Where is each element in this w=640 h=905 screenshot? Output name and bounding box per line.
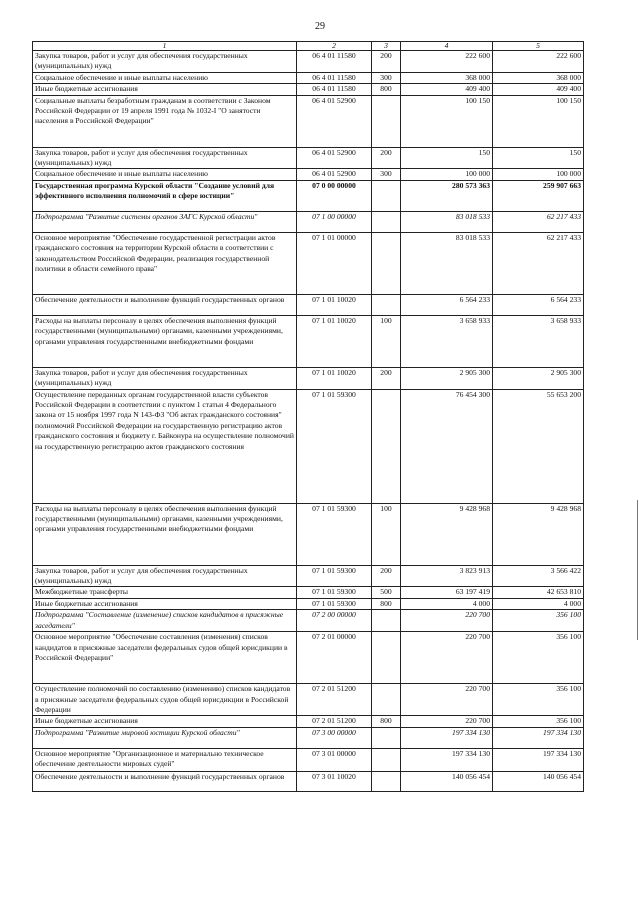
row-amount-2-cell: 55 653 200 — [493, 389, 584, 503]
table-row — [33, 748, 584, 771]
header-col-3: 3 — [372, 42, 401, 51]
row-name-cell: Иные бюджетные ассигнования — [33, 598, 297, 609]
row-code-cell: 07 2 01 51200 — [297, 716, 372, 727]
row-name-cell: Осуществление переданных органам государственной власти субъектов Российской Федерации в соответствии с пунктом 1 статьи 4 Федерального закона от 15 ноября 1997 года N 143-ФЗ "Об актах гражданского состояния" полномочий Российской Федерации на государственную регистрацию актов гражданского состояния и бюджету г. Байконура на осуществление полномочий на государственную регистрацию актов гражданского состояния — [33, 389, 297, 503]
row-amount-2-cell: 100 150 — [493, 95, 584, 147]
row-amount-1-cell: 6 564 233 — [401, 294, 493, 315]
row-code-cell: 06 4 01 11580 — [297, 84, 372, 95]
row-amount-2-cell: 150 — [493, 147, 584, 169]
row-amount-2-cell: 259 907 663 — [493, 180, 584, 211]
row-type-cell: 200 — [372, 147, 401, 169]
row-amount-2-cell: 4 000 — [493, 598, 584, 609]
row-type-cell — [372, 684, 401, 716]
row-code-cell: 06 4 01 52900 — [297, 147, 372, 169]
table-row — [33, 51, 584, 73]
row-name-cell: Основное мероприятие "Организационное и материально техническое обеспечение деятельности мировых судей" — [33, 748, 297, 771]
row-name-cell: Иные бюджетные ассигнования — [33, 84, 297, 95]
row-code-cell: 07 1 01 59300 — [297, 503, 372, 565]
row-name-cell: Обеспечение деятельности и выполнение функций государственных органов — [33, 294, 297, 315]
row-name-cell: Закупка товаров, работ и услуг для обеспечения государственных (муниципальных) нужд — [33, 565, 297, 587]
row-amount-1-cell: 100 150 — [401, 95, 493, 147]
row-type-cell — [372, 748, 401, 771]
row-type-cell — [372, 727, 401, 748]
row-amount-1-cell: 3 658 933 — [401, 315, 493, 367]
row-code-cell: 07 3 01 10020 — [297, 771, 372, 791]
row-type-cell — [372, 232, 401, 294]
row-amount-2-cell: 3 658 933 — [493, 315, 584, 367]
row-amount-2-cell: 9 428 968 — [493, 503, 584, 565]
page-number: 29 — [315, 21, 325, 32]
row-name-cell: Основное мероприятие "Обеспечение составления (изменения) списков кандидатов в присяжные заседатели федеральных судов общей юрисдикции в Российской Федерации" — [33, 632, 297, 684]
table-row — [33, 169, 584, 180]
row-type-cell: 800 — [372, 84, 401, 95]
row-type-cell: 200 — [372, 51, 401, 73]
row-code-cell: 07 1 01 59300 — [297, 389, 372, 503]
row-amount-1-cell: 220 700 — [401, 632, 493, 684]
header-col-4: 4 — [401, 42, 493, 51]
row-type-cell: 300 — [372, 72, 401, 83]
row-type-cell — [372, 180, 401, 211]
row-amount-2-cell: 356 100 — [493, 610, 584, 632]
header-col-2: 2 — [297, 42, 372, 51]
row-name-cell: Осуществление полномочий по составлению (изменению) списков кандидатов в присяжные заседатели федеральных судов общей юрисдикции в Российской Федерации — [33, 684, 297, 716]
table-row — [33, 503, 584, 565]
row-amount-1-cell: 220 700 — [401, 610, 493, 632]
row-name-cell: Закупка товаров, работ и услуг для обеспечения государственных (муниципальных) нужд — [33, 367, 297, 389]
row-type-cell: 300 — [372, 169, 401, 180]
table-row — [33, 598, 584, 609]
row-amount-1-cell: 9 428 968 — [401, 503, 493, 565]
row-amount-2-cell: 222 600 — [493, 51, 584, 73]
row-amount-2-cell: 2 905 300 — [493, 367, 584, 389]
row-amount-1-cell: 280 573 363 — [401, 180, 493, 211]
row-code-cell: 07 1 01 10020 — [297, 367, 372, 389]
header-col-5: 5 — [493, 42, 584, 51]
row-code-cell: 07 2 00 00000 — [297, 610, 372, 632]
table-row — [33, 684, 584, 716]
row-type-cell: 800 — [372, 598, 401, 609]
row-code-cell: 07 3 00 00000 — [297, 727, 372, 748]
row-name-cell: Иные бюджетные ассигнования — [33, 716, 297, 727]
row-amount-2-cell: 409 400 — [493, 84, 584, 95]
row-type-cell: 800 — [372, 716, 401, 727]
row-amount-1-cell: 368 000 — [401, 72, 493, 83]
row-amount-1-cell: 220 700 — [401, 684, 493, 716]
table-row — [33, 565, 584, 587]
table-row — [33, 294, 584, 315]
row-code-cell: 07 1 01 59300 — [297, 565, 372, 587]
row-name-cell: Социальное обеспечение и иные выплаты населению — [33, 169, 297, 180]
row-amount-1-cell: 2 905 300 — [401, 367, 493, 389]
table-row — [33, 716, 584, 727]
row-code-cell: 07 1 00 00000 — [297, 211, 372, 232]
row-amount-2-cell: 356 100 — [493, 684, 584, 716]
row-type-cell: 200 — [372, 565, 401, 587]
row-amount-1-cell: 409 400 — [401, 84, 493, 95]
row-amount-2-cell: 100 000 — [493, 169, 584, 180]
row-code-cell: 07 1 01 10020 — [297, 315, 372, 367]
row-amount-2-cell: 197 334 130 — [493, 727, 584, 748]
row-type-cell — [372, 95, 401, 147]
row-code-cell: 06 4 01 52900 — [297, 95, 372, 147]
row-amount-2-cell: 356 100 — [493, 716, 584, 727]
row-name-cell: Социальные выплаты безработным гражданам в соответствии с Законом Российской Федерации от 19 апреля 1991 года № 1032-I "О занятости населения в Российской Федерации" — [33, 95, 297, 147]
row-type-cell — [372, 771, 401, 791]
row-name-cell: Межбюджетные трансферты — [33, 587, 297, 598]
row-type-cell: 200 — [372, 367, 401, 389]
row-amount-1-cell: 197 334 130 — [401, 748, 493, 771]
table-row — [33, 72, 584, 83]
row-name-cell: Закупка товаров, работ и услуг для обеспечения государственных (муниципальных) нужд — [33, 147, 297, 169]
row-code-cell: 06 4 01 11580 — [297, 72, 372, 83]
row-name-cell: Социальное обеспечение и иные выплаты населению — [33, 72, 297, 83]
row-amount-1-cell: 100 000 — [401, 169, 493, 180]
row-code-cell: 06 4 01 11580 — [297, 51, 372, 73]
row-amount-1-cell: 4 000 — [401, 598, 493, 609]
scan-edge-mark — [637, 500, 638, 640]
table-row — [33, 727, 584, 748]
row-amount-2-cell: 3 566 422 — [493, 565, 584, 587]
row-amount-2-cell: 6 564 233 — [493, 294, 584, 315]
table-row — [33, 367, 584, 389]
row-name-cell: Основное мероприятие "Обеспечение государственной регистрации актов гражданского состояния на территории Курской области в соответствии с законодательством Российской Федерации, реализация государственной политики в области семейного права" — [33, 232, 297, 294]
row-amount-1-cell: 220 700 — [401, 716, 493, 727]
table-row — [33, 771, 584, 791]
table-row — [33, 610, 584, 632]
row-type-cell: 100 — [372, 315, 401, 367]
table-row — [33, 389, 584, 503]
row-name-cell: Расходы на выплаты персоналу в целях обеспечения выполнения функций государственными (муниципальными) органами, казенными учреждениями, органами управления государственными внебюджетными фондами — [33, 503, 297, 565]
row-name-cell: Подпрограмма "Развитие системы органов ЗАГС Курской области" — [33, 211, 297, 232]
row-amount-2-cell: 62 217 433 — [493, 232, 584, 294]
row-name-cell: Закупка товаров, работ и услуг для обеспечения государственных (муниципальных) нужд — [33, 51, 297, 73]
row-type-cell — [372, 294, 401, 315]
row-amount-1-cell: 76 454 300 — [401, 389, 493, 503]
row-type-cell — [372, 389, 401, 503]
row-amount-1-cell: 83 018 533 — [401, 211, 493, 232]
row-name-cell: Государственная программа Курской области "Создание условий для эффективного исполнения полномочий в сфере юстиции" — [33, 180, 297, 211]
row-name-cell: Подпрограмма "Составление (изменение) списков кандидатов в присяжные заседатели" — [33, 610, 297, 632]
table-row — [33, 315, 584, 367]
header-col-1: 1 — [33, 42, 297, 51]
table-row — [33, 211, 584, 232]
row-amount-1-cell: 63 197 419 — [401, 587, 493, 598]
row-name-cell: Обеспечение деятельности и выполнение функций государственных органов — [33, 771, 297, 791]
table-row — [33, 180, 584, 211]
row-amount-2-cell: 368 000 — [493, 72, 584, 83]
row-type-cell — [372, 632, 401, 684]
table-row — [33, 84, 584, 95]
row-type-cell — [372, 610, 401, 632]
row-amount-1-cell: 83 018 533 — [401, 232, 493, 294]
row-amount-2-cell: 140 056 454 — [493, 771, 584, 791]
row-code-cell: 07 1 01 10020 — [297, 294, 372, 315]
table-row — [33, 632, 584, 684]
table-header-row — [33, 42, 584, 51]
budget-table — [32, 41, 584, 792]
row-amount-2-cell: 356 100 — [493, 632, 584, 684]
row-amount-1-cell: 140 056 454 — [401, 771, 493, 791]
row-code-cell: 07 1 01 59300 — [297, 587, 372, 598]
row-code-cell: 06 4 01 52900 — [297, 169, 372, 180]
row-code-cell: 07 1 01 59300 — [297, 598, 372, 609]
row-amount-1-cell: 197 334 130 — [401, 727, 493, 748]
row-code-cell: 07 1 01 00000 — [297, 232, 372, 294]
row-code-cell: 07 2 01 51200 — [297, 684, 372, 716]
row-type-cell: 100 — [372, 503, 401, 565]
row-type-cell: 500 — [372, 587, 401, 598]
row-type-cell — [372, 211, 401, 232]
row-name-cell: Подпрограмма "Развитие мировой юстиции Курской области" — [33, 727, 297, 748]
row-amount-2-cell: 62 217 433 — [493, 211, 584, 232]
row-code-cell: 07 2 01 00000 — [297, 632, 372, 684]
row-amount-1-cell: 150 — [401, 147, 493, 169]
table-row — [33, 95, 584, 147]
row-code-cell: 07 3 01 00000 — [297, 748, 372, 771]
row-amount-1-cell: 222 600 — [401, 51, 493, 73]
row-name-cell: Расходы на выплаты персоналу в целях обеспечения выполнения функций государственными (муниципальными) органами, казенными учреждениями, органами управления государственными внебюджетными фондами — [33, 315, 297, 367]
table-row — [33, 587, 584, 598]
table-row — [33, 232, 584, 294]
row-amount-1-cell: 3 823 913 — [401, 565, 493, 587]
row-amount-2-cell: 197 334 130 — [493, 748, 584, 771]
row-code-cell: 07 0 00 00000 — [297, 180, 372, 211]
table-row — [33, 147, 584, 169]
row-amount-2-cell: 42 653 810 — [493, 587, 584, 598]
